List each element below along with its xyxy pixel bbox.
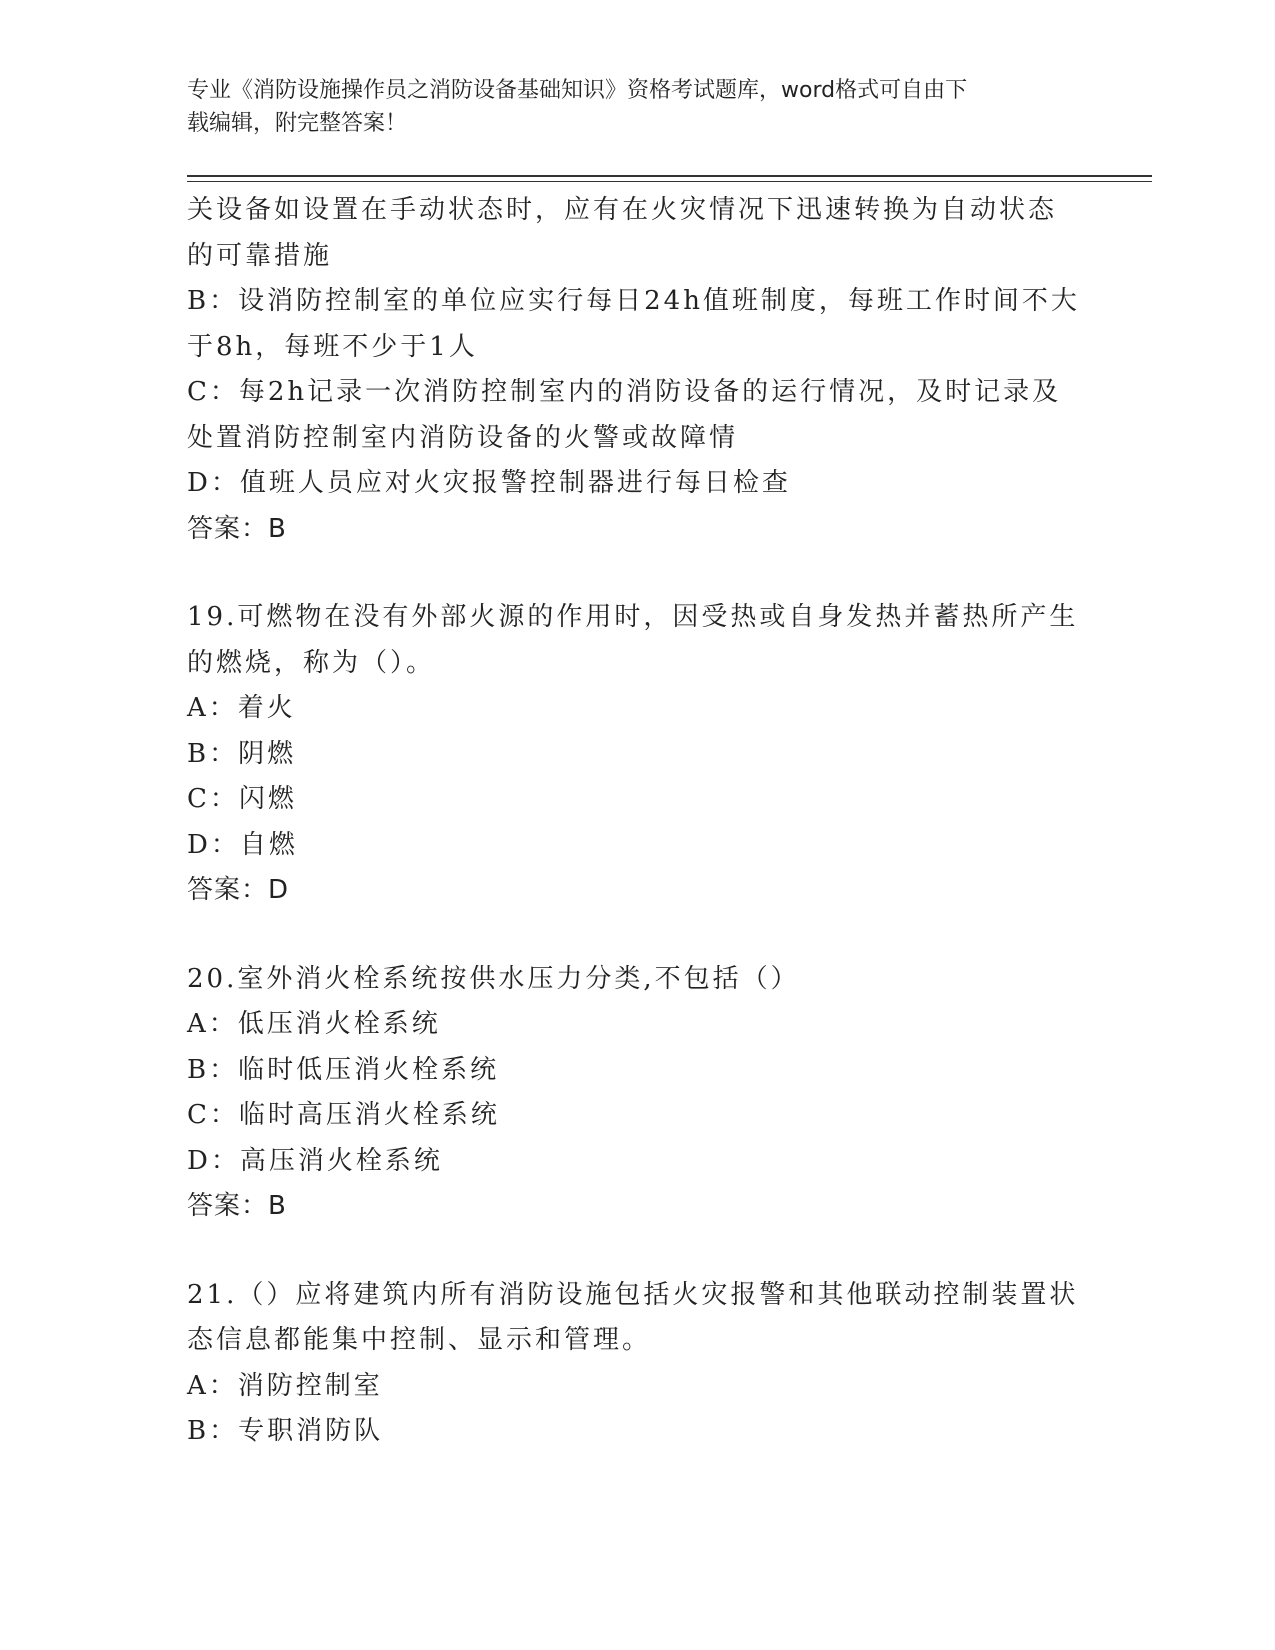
answer-key: 答案：D xyxy=(187,875,290,905)
question-block xyxy=(187,1273,1087,1455)
question-stem-line: 的可靠措施 xyxy=(187,240,333,271)
answer-option xyxy=(187,1048,1087,1094)
option-text-line: A：低压消火栓系统 xyxy=(187,1009,441,1039)
option-text-line: B：专职消防队 xyxy=(187,1416,384,1446)
question-stem-line: 21.（）应将建筑内所有消防设施包括火灾报警和其他联动控制装置状 xyxy=(187,1279,1079,1310)
document-header xyxy=(187,74,1067,140)
option-text-line: 于8h，每班不少于1人 xyxy=(187,331,478,362)
answer-option xyxy=(187,1364,1087,1410)
question-stem-line: 20.室外消火栓系统按供水压力分类,不包括（） xyxy=(187,963,800,994)
answer-option xyxy=(187,823,1087,869)
answer-option xyxy=(187,370,1087,461)
question-stem-line: 的燃烧，称为（）。 xyxy=(187,647,436,678)
question-block xyxy=(187,957,1087,1230)
option-text-line: 处置消防控制室内消防设备的火警或故障情 xyxy=(187,422,739,453)
question-stem-line: 态信息都能集中控制、显示和管理。 xyxy=(187,1325,652,1355)
option-text-line: A：着火 xyxy=(187,693,296,723)
header-line-1: 专业《消防设施操作员之消防设备基础知识》资格考试题库，word格式可自由下 xyxy=(187,78,968,103)
question-list xyxy=(187,188,1087,1455)
answer-option xyxy=(187,1409,1087,1455)
answer-key: 答案：B xyxy=(187,1191,287,1221)
option-text-line: B：设消防控制室的单位应实行每日24h值班制度，每班工作时间不大 xyxy=(187,286,1080,316)
option-text-line: C：闪燃 xyxy=(187,784,297,814)
option-text-line: D：自燃 xyxy=(187,829,298,860)
answer-key: 答案：B xyxy=(187,513,287,544)
question-stem-line: 19.可燃物在没有外部火源的作用时，因受热或自身发热并蓄热所产生 xyxy=(187,602,1079,632)
option-text-line: A：消防控制室 xyxy=(187,1370,383,1401)
answer-option xyxy=(187,1093,1087,1139)
header-line-2: 载编辑，附完整答案！ xyxy=(187,111,408,136)
answer-option xyxy=(187,777,1087,823)
answer-option xyxy=(187,461,1087,507)
option-text-line: C：每2h记录一次消防控制室内的消防设备的运行情况，及时记录及 xyxy=(187,377,1062,407)
answer-option xyxy=(187,732,1087,778)
block-spacer xyxy=(187,914,1087,957)
answer-option xyxy=(187,1139,1087,1185)
option-text-line: B：阴燃 xyxy=(187,738,297,769)
header-divider-thin xyxy=(187,181,1152,182)
option-text-line: B：临时低压消火栓系统 xyxy=(187,1054,500,1085)
block-spacer xyxy=(187,1230,1087,1273)
block-spacer xyxy=(187,552,1087,595)
option-text-line: D：高压消火栓系统 xyxy=(187,1145,443,1176)
option-text-line: C：临时高压消火栓系统 xyxy=(187,1100,500,1130)
header-divider-thick xyxy=(187,175,1152,177)
option-text-line: D：值班人员应对火灾报警控制器进行每日检查 xyxy=(187,468,791,498)
question-stem-line: 关设备如设置在手动状态时，应有在火灾情况下迅速转换为自动状态 xyxy=(187,195,1058,225)
answer-option xyxy=(187,1002,1087,1048)
question-block xyxy=(187,595,1087,914)
answer-option xyxy=(187,279,1087,370)
question-fragment xyxy=(187,188,1087,552)
answer-option xyxy=(187,686,1087,732)
